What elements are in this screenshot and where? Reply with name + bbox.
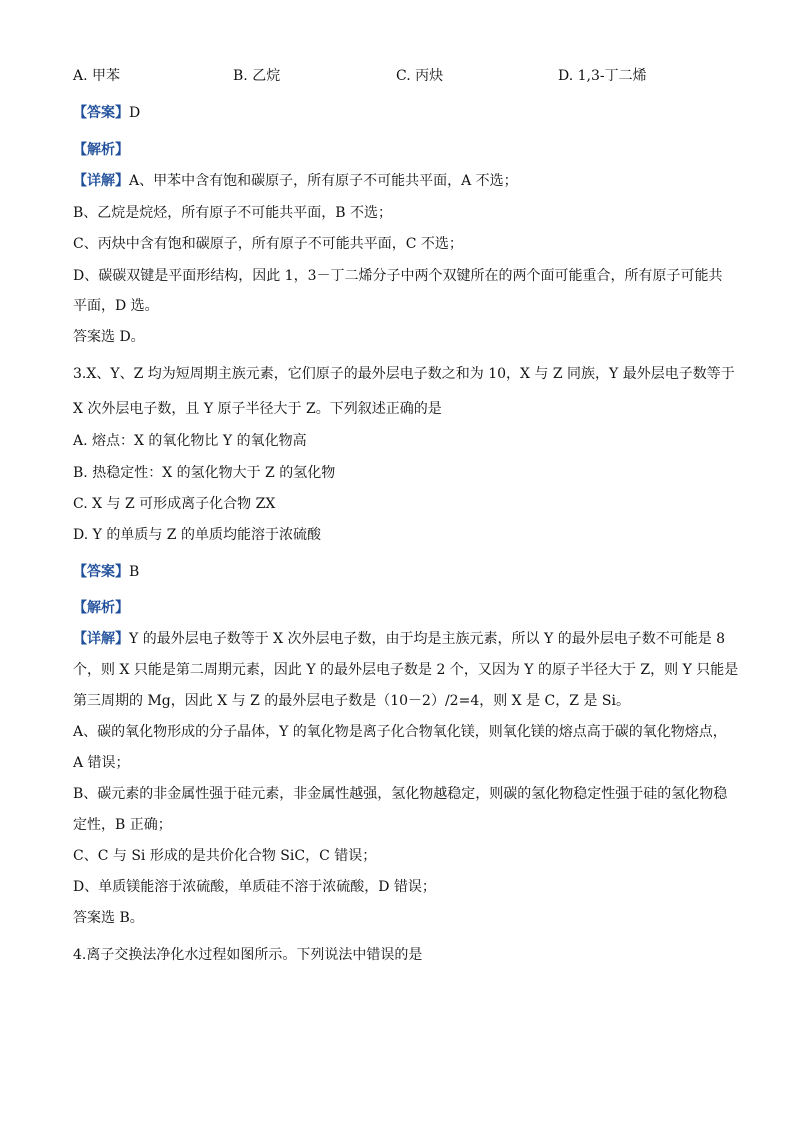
- detail-tag: 【详解】: [73, 173, 129, 189]
- q3-option-d: D. Y 的单质与 Z 的单质均能溶于浓硫酸: [73, 527, 321, 543]
- q2-option-a: A. 甲苯: [73, 68, 121, 84]
- q3-detail-line-4: A、碳的氧化物形成的分子晶体，Y 的氧化物是离子化合物氧化镁，则氧化镁的熔点高于碳的氧化物熔点，: [73, 724, 727, 740]
- q2-answer-line: [73, 103, 734, 123]
- q2-conclusion: 答案选 D。: [73, 329, 145, 345]
- answer-tag: 【答案】: [73, 564, 129, 580]
- q3-stem-line-2: X 次外层电子数，且 Y 原子半径大于 Z。下列叙述正确的是: [73, 401, 442, 417]
- q3-conclusion: 答案选 B。: [73, 910, 144, 926]
- q2-option-d: D. 1,3-丁二烯: [558, 68, 647, 84]
- q3-detail-line-2: 个，则 X 只能是第二周期元素，因此 Y 的最外层电子数是 2 个，又因为 Y 的原子半径大于 Z，则 Y 只能是: [73, 662, 739, 678]
- detail-tag: 【详解】: [73, 631, 129, 647]
- q3-option-b: B. 热稳定性：X 的氢化物大于 Z 的氢化物: [73, 465, 336, 481]
- analysis-tag: 【解析】: [73, 600, 129, 616]
- q3-option-c: C. X 与 Z 可形成离子化合物 ZX: [73, 496, 276, 512]
- q2-detail-line-3: C、丙炔中含有饱和碳原子，所有原子不可能共平面，C 不选；: [73, 236, 463, 252]
- q3-detail-line-9: D、单质镁能溶于浓硫酸，单质硅不溶于浓硫酸，D 错误；: [73, 879, 436, 895]
- q2-detail-line-1: [73, 171, 734, 191]
- q2-detail-line-4: D、碳碳双键是平面形结构，因此 1，3－丁二烯分子中两个双键所在的两个面可能重合，所有原子可能共: [73, 268, 723, 284]
- q3-detail-text: Y 的最外层电子数等于 X 次外层电子数，由于均是主族元素，所以 Y 的最外层电子数不可能是 8: [129, 631, 726, 647]
- q3-analysis-heading: [73, 598, 734, 618]
- q3-answer-line: [73, 562, 734, 582]
- analysis-tag: 【解析】: [73, 142, 129, 158]
- q2-detail-text: A、甲苯中含有饱和碳原子，所有原子不可能共平面，A 不选；: [129, 173, 518, 189]
- q4-stem: 4.离子交换法净化水过程如图所示。下列说法中错误的是: [73, 947, 423, 963]
- answer-tag: 【答案】: [73, 105, 129, 121]
- q2-analysis-heading: [73, 140, 734, 160]
- q3-option-a: A. 熔点：X 的氧化物比 Y 的氧化物高: [73, 433, 307, 449]
- q3-detail-line-3: 第三周期的 Mg，因此 X 与 Z 的最外层电子数是（10－2）/2=4，则 X 是 C，Z 是 Si。: [73, 693, 630, 709]
- q2-answer-value: D: [129, 105, 141, 121]
- q2-option-b: B. 乙烷: [233, 68, 281, 84]
- q3-detail-line-7: 定性，B 正确；: [73, 817, 172, 833]
- q3-detail-line-5: A 错误；: [73, 755, 130, 771]
- q3-answer-value: B: [129, 564, 140, 580]
- q3-detail-line-1: [73, 629, 734, 649]
- q2-detail-line-5: 平面，D 选。: [73, 298, 159, 314]
- q2-detail-line-2: B、乙烷是烷烃，所有原子不可能共平面，B 不选；: [73, 205, 393, 221]
- q3-detail-line-8: C、C 与 Si 形成的是共价化合物 SiC，C 错误；: [73, 848, 377, 864]
- q2-option-c: C. 丙炔: [396, 68, 444, 84]
- q3-detail-line-6: B、碳元素的非金属性强于硅元素，非金属性越强，氢化物越稳定，则碳的氢化物稳定性强于硅的氢化物稳: [73, 786, 728, 802]
- q3-stem-line-1: 3.X、Y、Z 均为短周期主族元素，它们原子的最外层电子数之和为 10，X 与 Z 同族，Y 最外层电子数等于: [73, 366, 735, 382]
